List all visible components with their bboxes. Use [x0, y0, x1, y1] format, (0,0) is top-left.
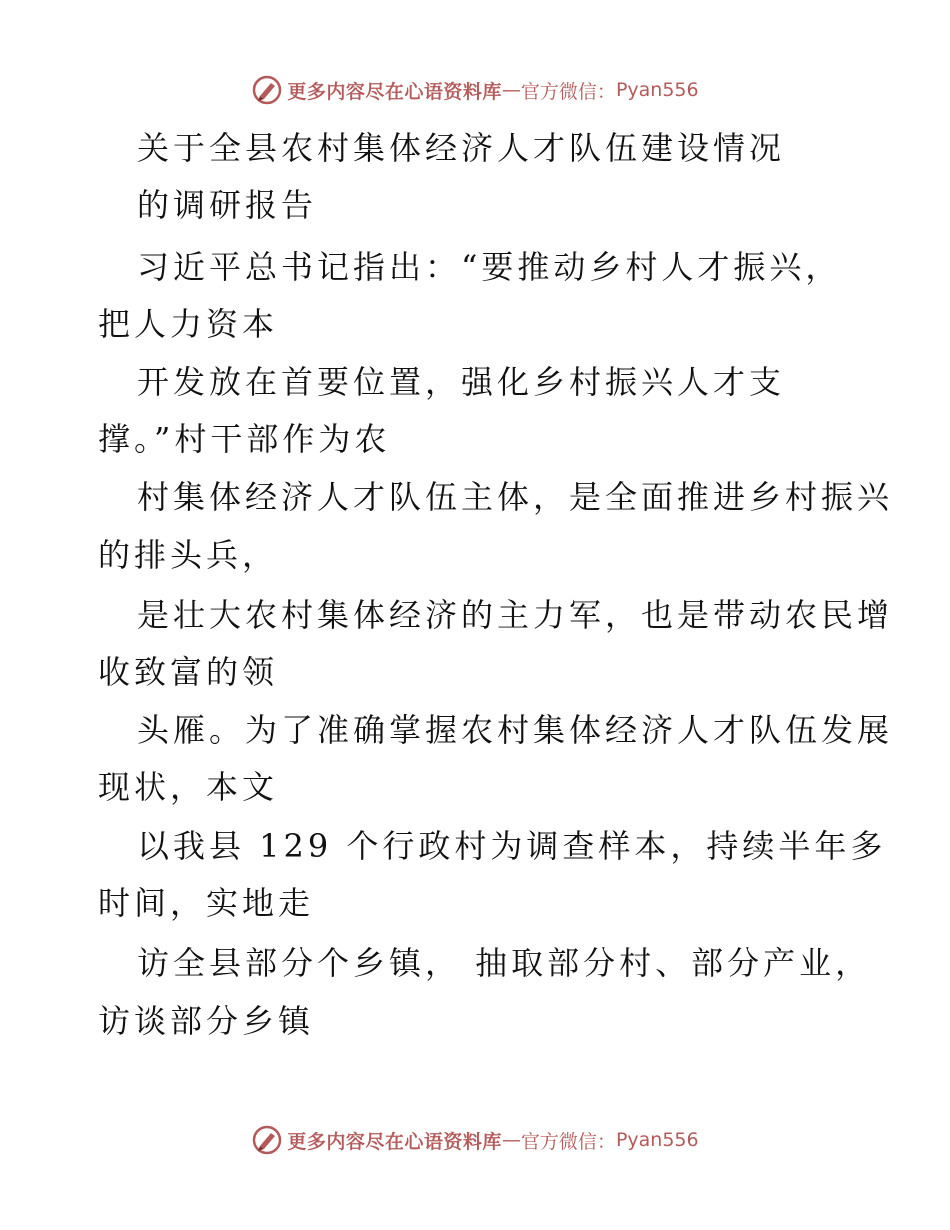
watermark-main-text: 更多内容尽在心语资料库 [287, 1130, 502, 1153]
body-line: 访全县部分个乡镇， 抽取部分村、部分产业， [137, 944, 872, 982]
pen-logo-icon [251, 74, 283, 106]
document-title-line-2: 的调研报告 [137, 186, 318, 224]
document-title-line-1: 关于全县农村集体经济人才队伍建设情况 [137, 129, 786, 167]
body-line: 收致富的领 [98, 653, 279, 691]
body-line: 时间，实地走 [98, 884, 315, 922]
body-line: 头雁。为了准确掌握农村集体经济人才队伍发展 [137, 711, 894, 749]
body-line: 现状，本文 [98, 768, 279, 806]
body-line: 是壮大农村集体经济的主力军，也是带动农民增 [137, 596, 894, 634]
watermark-sub-text: 官方微信： [520, 1130, 616, 1153]
watermark-separator: — [501, 79, 521, 101]
footer-watermark [0, 1120, 950, 1160]
watermark-main-text: 更多内容尽在心语资料库 [287, 80, 502, 103]
body-line: 村集体经济人才队伍主体，是全面推进乡村振兴 [137, 478, 894, 516]
watermark-sub-text: 官方微信： [520, 80, 616, 103]
body-line: 访谈部分乡镇 [98, 1002, 315, 1040]
watermark-wechat-id: Pyan556 [615, 79, 699, 101]
body-line: 撑。”村干部作为农 [98, 420, 391, 458]
body-line: 以我县 129 个行政村为调查样本，持续半年多 [137, 827, 887, 865]
pen-logo-icon [251, 1124, 283, 1156]
body-line: 开发放在首要位置，强化乡村振兴人才支 [137, 363, 786, 401]
watermark-separator: — [501, 1129, 521, 1151]
header-watermark [0, 70, 950, 110]
watermark-wechat-id: Pyan556 [615, 1129, 699, 1151]
body-line: 的排头兵， [98, 536, 279, 574]
body-line: 把人力资本 [98, 305, 279, 343]
body-line: 习近平总书记指出：“要推动乡村人才振兴， [137, 248, 842, 286]
